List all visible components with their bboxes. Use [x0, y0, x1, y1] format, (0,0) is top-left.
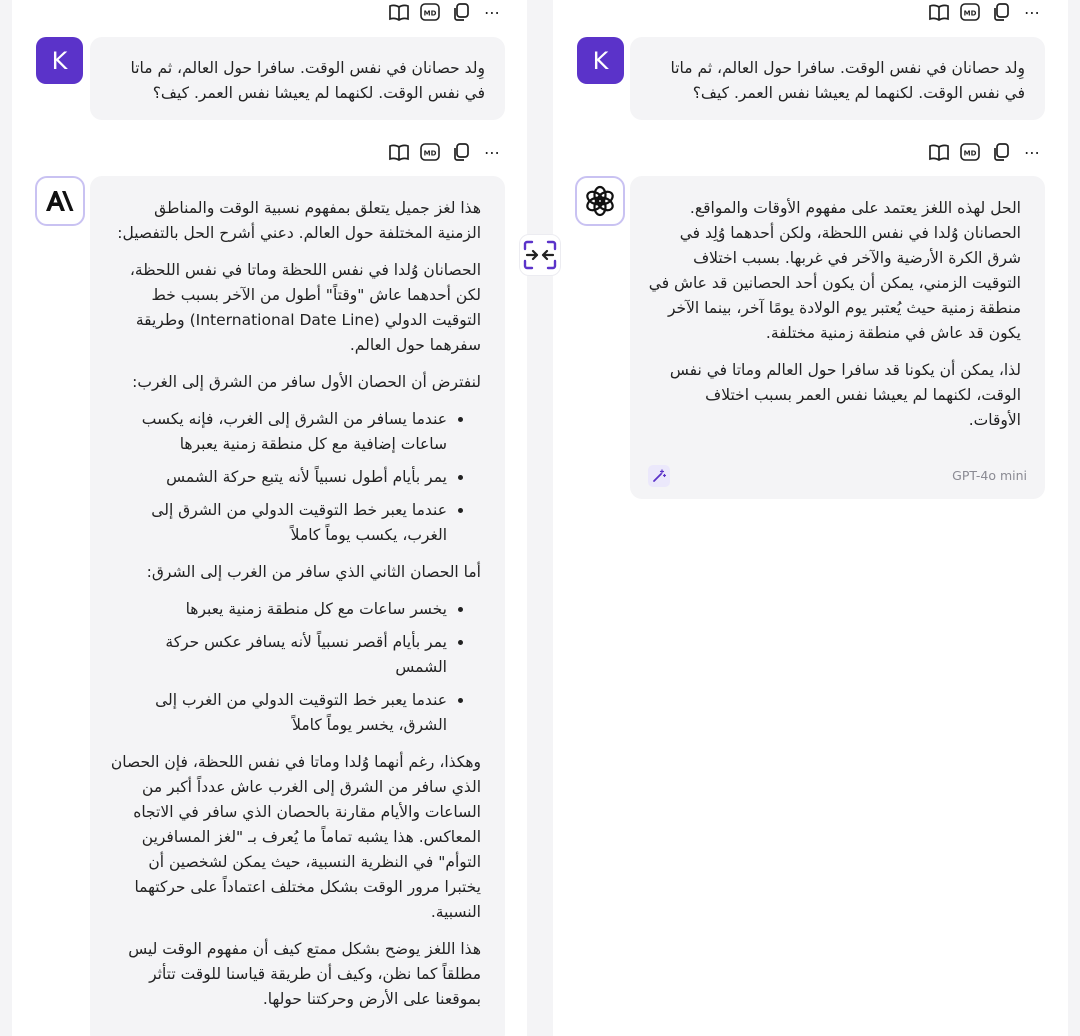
- gpt-response-bubble: [630, 176, 1045, 499]
- anthropic-logo-icon: [44, 189, 76, 213]
- user-message-bubble: [90, 37, 505, 120]
- bullet-list: [110, 407, 481, 548]
- read-aloud-icon[interactable]: [927, 0, 951, 24]
- more-options-icon[interactable]: ⋯: [484, 2, 500, 22]
- list-item: • يخسر ساعات مع كل منطقة زمنية يعبرها: [110, 597, 447, 622]
- user-message-line: وِلد حصانان في نفس الوقت. سافرا حول العالم، ثم ماتا: [670, 59, 1025, 77]
- user-message-line: في نفس الوقت. لكنهما لم يعيشا نفس العمر. كيف؟: [692, 84, 1025, 102]
- read-aloud-icon[interactable]: [387, 140, 411, 164]
- response-paragraph: هذا اللغز يوضح بشكل ممتع كيف أن مفهوم الوقت ليس مطلقاً كما نظن، وكيف أن طريقة قياسنا للوقت تتأثر بموقعنا على الأرض وحركتنا حولها.: [128, 940, 481, 1008]
- markdown-icon[interactable]: [958, 140, 982, 164]
- user-message-line: وِلد حصانان في نفس الوقت. سافرا حول العالم، ثم ماتا: [130, 59, 485, 77]
- list-item: • عندما يعبر خط التوقيت الدولي من الشرق إلى الغرب، يكسب يوماً كاملاً: [110, 498, 447, 548]
- copy-icon[interactable]: [449, 140, 473, 164]
- user-avatar-letter: K: [592, 46, 609, 75]
- model-name-label: GPT-4o mini: [952, 468, 1027, 483]
- compare-toggle-button[interactable]: [519, 234, 561, 276]
- svg-text:MD: MD: [963, 149, 977, 158]
- user-message-line: في نفس الوقت. لكنهما لم يعيشا نفس العمر. كيف؟: [152, 84, 485, 102]
- response-toolbar: [387, 140, 504, 164]
- svg-text:MD: MD: [423, 9, 437, 18]
- response-paragraph: لذا، يمكن أن يكونا قد سافرا حول العالم وماتا في نفس الوقت، لكنهما لم يعيشا نفس العمر بسبب اختلاف الأوقات.: [669, 361, 1021, 429]
- list-item: • يمر بأيام أقصر نسبياً لأنه يسافر عكس حركة الشمس: [110, 630, 447, 680]
- more-options-icon[interactable]: ⋯: [484, 142, 500, 162]
- markdown-icon[interactable]: [418, 140, 442, 164]
- user-avatar: [577, 37, 624, 84]
- user-avatar-letter: K: [51, 46, 68, 75]
- svg-text:MD: MD: [423, 149, 437, 158]
- markdown-icon[interactable]: [958, 0, 982, 24]
- openai-logo-icon: [584, 185, 616, 217]
- left-pane: [12, 0, 527, 1036]
- gpt-avatar: [575, 176, 625, 226]
- list-item: • عندما يسافر من الشرق إلى الغرب، فإنه يكسب ساعات إضافية مع كل منطقة زمنية يعبرها: [110, 407, 447, 457]
- copy-icon[interactable]: [989, 0, 1013, 24]
- svg-text:MD: MD: [963, 9, 977, 18]
- prompt-toolbar: [387, 0, 504, 24]
- list-item: • يمر بأيام أطول نسبياً لأنه يتبع حركة الشمس: [110, 465, 447, 490]
- response-paragraph: الحل لهذه اللغز يعتمد على مفهوم الأوقات والمواقع. الحصانان وُلدا في نفس اللحظة، ولكن أحدهما وُلِد في شرق الكرة الأرضية والآخر في غربها. بسبب اختلاف التوقيت الزمني، يمكن أن يكون أحد الحصانين قد عاش في منطقة زمنية حيث يُعتبر يوم الولادة يومًا آخر، بينما الآخر يكون قد عاش في منطقة زمنية مختلفة.: [648, 199, 1021, 342]
- list-item: • عندما يعبر خط التوقيت الدولي من الغرب إلى الشرق، يخسر يوماً كاملاً: [110, 688, 447, 738]
- read-aloud-icon[interactable]: [927, 140, 951, 164]
- bullet-list: [110, 597, 481, 738]
- more-options-icon[interactable]: ⋯: [1024, 2, 1040, 22]
- more-options-icon[interactable]: ⋯: [1024, 142, 1040, 162]
- response-paragraph: هذا لغز جميل يتعلق بمفهوم نسبية الوقت والمناطق الزمنية المختلفة حول العالم. دعني أشرح الحل بالتفصيل:: [117, 199, 481, 242]
- prompt-toolbar: [927, 0, 1044, 24]
- markdown-icon[interactable]: [418, 0, 442, 24]
- collapse-arrows-icon: [523, 240, 557, 270]
- user-message-bubble: [630, 37, 1045, 120]
- response-paragraph: أما الحصان الثاني الذي سافر من الغرب إلى الشرق:: [146, 563, 481, 581]
- response-paragraph: الحصانان وُلدا في نفس اللحظة وماتا في نفس اللحظة، لكن أحدهما عاش "وقتاً" أطول من الآخر بسبب خط التوقيت الدولي (International Date Line) وطريقة سفرهما حول العالم.: [129, 261, 481, 354]
- read-aloud-icon[interactable]: [387, 0, 411, 24]
- copy-icon[interactable]: [449, 0, 473, 24]
- copy-icon[interactable]: [989, 140, 1013, 164]
- claude-response-bubble: [90, 176, 505, 1036]
- magic-wand-icon[interactable]: [648, 465, 670, 487]
- response-paragraph: وهكذا، رغم أنهما وُلدا وماتا في نفس اللحظة، فإن الحصان الذي سافر من الشرق إلى الغرب عاش عدداً أكبر من الساعات والأيام مقارنة بالحصان الذي سافر في الاتجاه المعاكس. هذا يشبه تماماً ما يُعرف بـ "لغز المسافرين التوأم" في النظرية النسبية، حيث يمكن لشخصين أن يختبرا مرور الوقت بشكل مختلف اعتماداً على حركتهما النسبية.: [110, 753, 481, 921]
- claude-avatar: [35, 176, 85, 226]
- response-paragraph: لنفترض أن الحصان الأول سافر من الشرق إلى الغرب:: [132, 373, 481, 391]
- response-toolbar: [927, 140, 1044, 164]
- user-avatar: [36, 37, 83, 84]
- right-pane: [553, 0, 1068, 1036]
